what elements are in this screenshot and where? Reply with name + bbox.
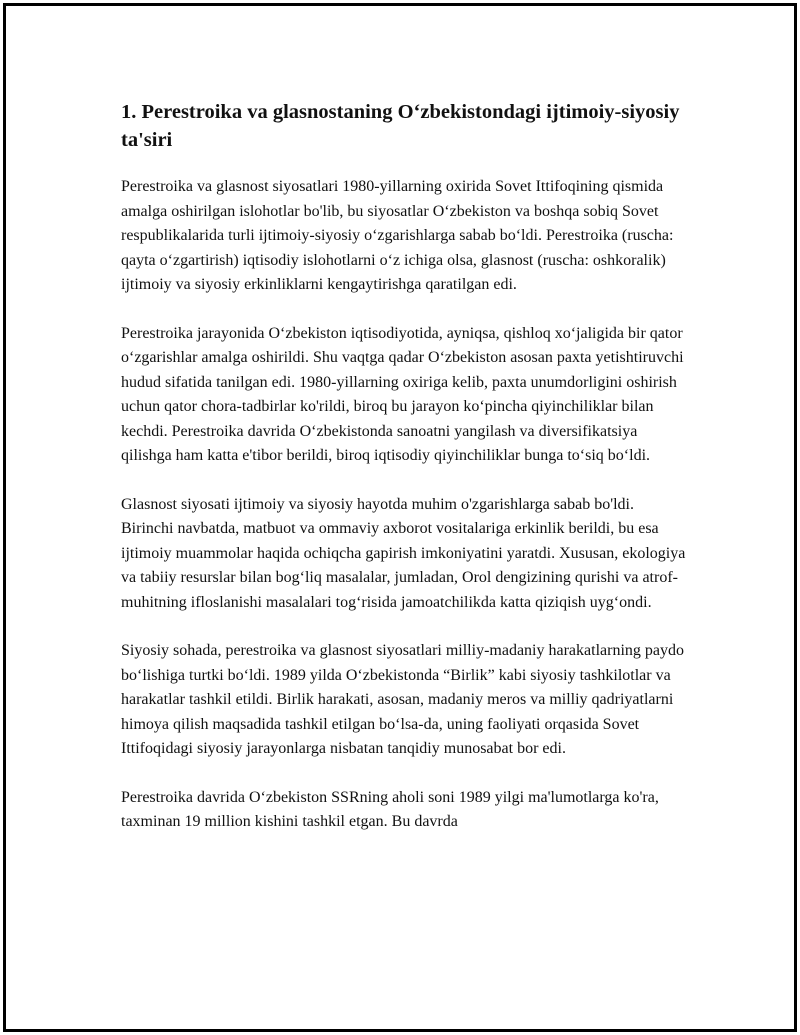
document-body [121,98,689,835]
paragraph-1: Perestroika va glasnost siyosatlari 1980-yillarning oxirida Sovet Ittifoqining qismida amalga oshirilgan islohotlar bo'lib, bu siyosatlar O‘zbekiston va boshqa sobiq Sovet respublikalarida turli ijtimoiy-siyosiy o‘zgarishlarga sabab bo‘ldi. Perestroika (ruscha: qayta o‘zgartirish) iqtisodiy islohotlarni o‘z ichiga olsa, glasnost (ruscha: oshkoralik) ijtimoiy va siyosiy erkinliklarni kengaytirishga qaratilgan edi. [121,178,674,293]
paragraph-3: Glasnost siyosati ijtimoiy va siyosiy hayotda muhim o'zgarishlarga sabab bo'ldi. Birinchi navbatda, matbuot va ommaviy axborot vositalariga erkinlik berildi, bu esa ijtimoiy muammolar haqida ochiqcha gapirish imkoniyatini yaratdi. Xususan, ekologiya va tabiiy resurslar bilan bog‘liq masalalar, jumladan, Orol dengizining qurishi va atrof-muhitning ifloslanishi masalalari tog‘risida jamoatchilikda katta qiziqish uyg‘ondi. [121,495,686,611]
page-frame [3,3,797,1032]
paragraph-4: Siyosiy sohada, perestroika va glasnost siyosatlari milliy-madaniy harakatlarning paydo bo‘lishiga turtki bo‘ldi. 1989 yilda O‘zbekistonda “Birlik” kabi siyosiy tashkilotlar va harakatlar tashkil etildi. Birlik harakati, asosan, madaniy meros va milliy qadriyatlarni himoya qilish maqsadida tashkil etilgan bo‘lsa-da, uning faoliyati orqasida Sovet Ittifoqidagi siyosiy jarayonlarga nisbatan tanqidiy munosabat bor edi. [121,642,684,757]
document-title: 1. Perestroika va glasnostaning O‘zbekistondagi ijtimoiy-siyosiy ta'siri [121,101,680,151]
paragraph-2: Perestroika jarayonida O‘zbekiston iqtisodiyotida, ayniqsa, qishloq xo‘jaligida bir qator o‘zgarishlar amalga oshirildi. Shu vaqtga qadar O‘zbekiston asosan paxta yetishtiruvchi hudud sifatida tanilgan edi. 1980-yillarning oxiriga kelib, paxta unumdorligini oshirish uchun qator chora-tadbirlar ko'rildi, biroq bu jarayon ko‘pincha qiyinchiliklar bilan kechdi. Perestroika davrida O‘zbekistonda sanoatni yangilash va diversifikatsiya qilishga ham katta e'tibor berildi, biroq iqtisodiy qiyinchiliklar bunga to‘siq bo‘ldi. [121,324,684,464]
paragraph-5: Perestroika davrida O‘zbekiston SSRning aholi soni 1989 yilgi ma'lumotlarga ko'ra, taxminan 19 million kishini tashkil etgan. Bu davrda [121,788,659,830]
